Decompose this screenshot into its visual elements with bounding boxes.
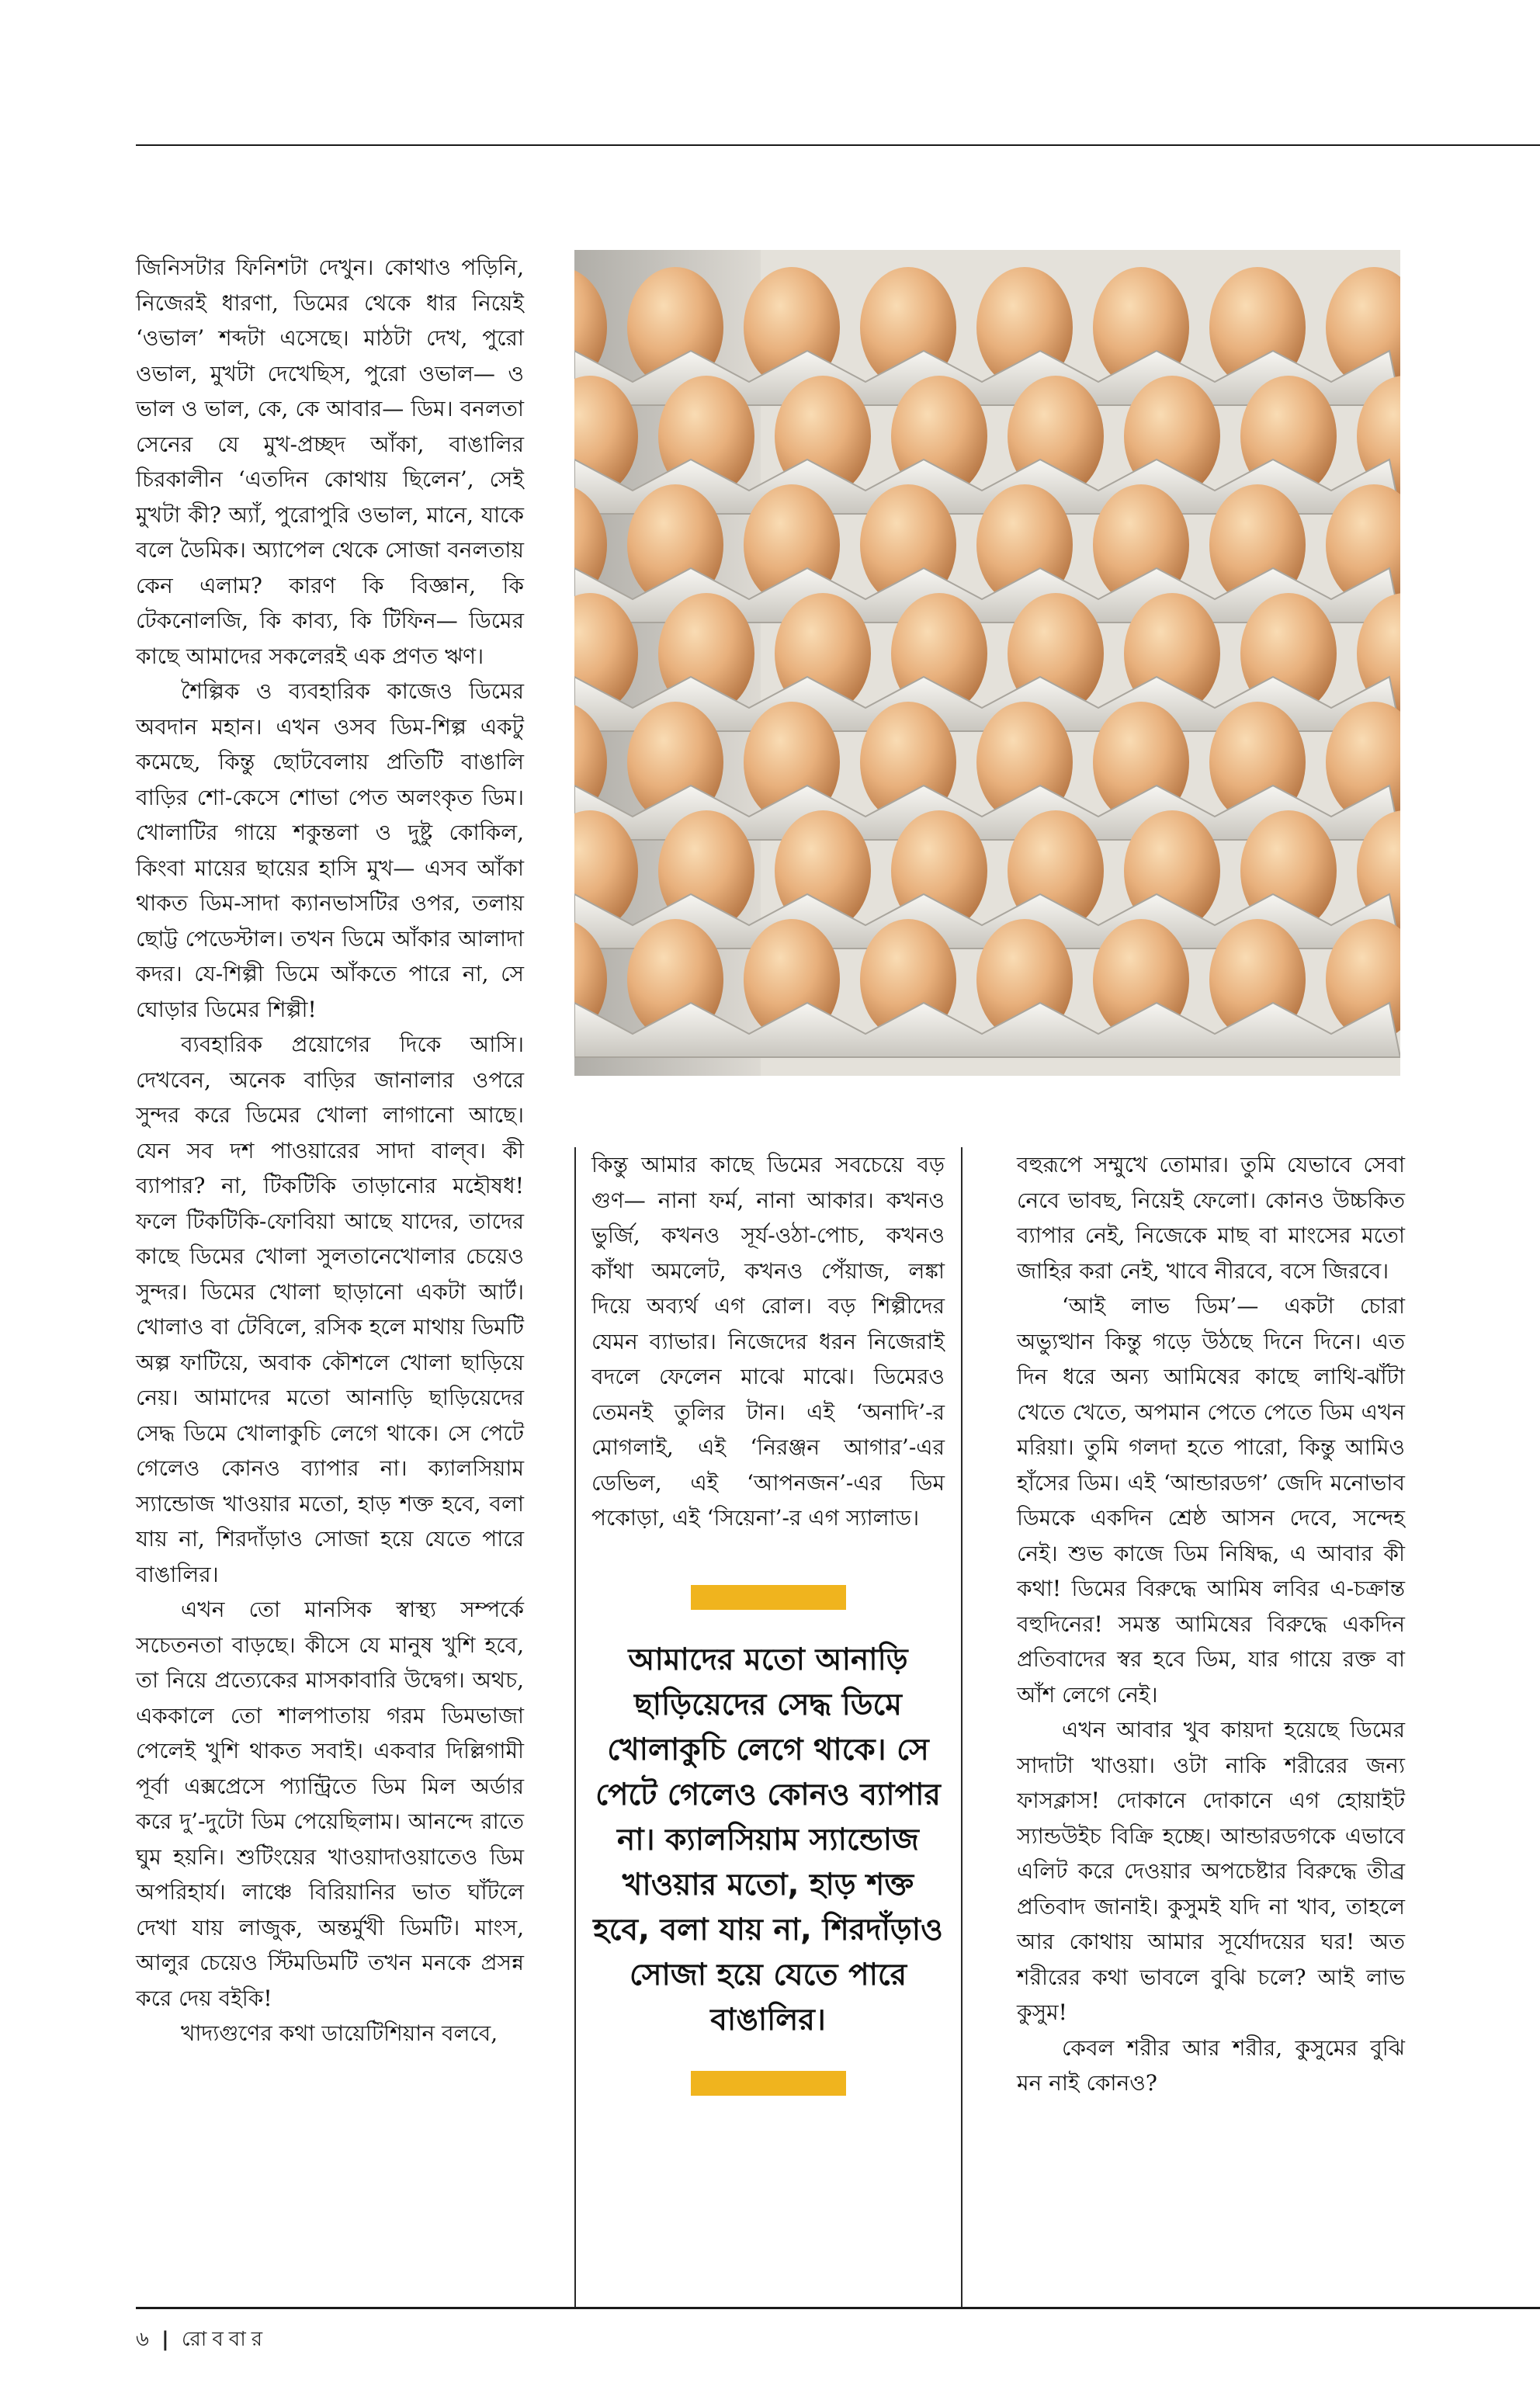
footer-separator: |: [161, 2328, 169, 2351]
page-number: ৬: [136, 2328, 149, 2351]
paragraph: বহুরূপে সম্মুখে তোমার। তুমি যেভাবে সেবা নেবে ভাবছ, নিয়েই ফেলো। কোনও উচ্চকিত ব্যাপার নেই, নিজেকে মাছ বা মাংসের মতো জাহির করা নেই, খাবে নীরবে, বসে জিরবে।: [1017, 1152, 1405, 1284]
paragraph: কেবল শরীর আর শরীর, কুসুমের বুঝি মন নাই কোনও?: [1017, 2034, 1405, 2096]
paragraph: শৈল্পিক ও ব্যবহারিক কাজেও ডিমের অবদান মহান। এখন ওসব ডিম-শিল্প একটু কমেছে, কিন্তু ছোটবেলায় প্রতিটি বাঙালি বাড়ির শো-কেসে শোভা পেত অলংকৃত ডিম। খোলাটির গায়ে শকুন্তলা ও দুষ্টু কোকিল, কিংবা মায়ের ছায়ের হাসি মুখ— এসব আঁকা থাকত ডিম-সাদা ক্যানভাসটির ওপর, তলায় ছোট্ট পেডেস্টাল। তখন ডিমে আঁকার আলাদা কদর। যে-শিল্পী ডিমে আঁকতে পারে না, সে ঘোড়ার ডিমের শিল্পী!: [136, 678, 524, 1022]
column-divider: [574, 1147, 576, 2307]
paragraph: কিন্তু আমার কাছে ডিমের সবচেয়ে বড় গুণ— নানা ফর্ম, নানা আকার। কখনও ভুর্জি, কখনও সূর্য-ওঠা-পোচ, কখনও কাঁথা অমলেট, কখনও পেঁয়াজ, লঙ্কা দিয়ে অব্যর্থ এগ রোল। বড় শিল্পীদের যেমন ব্যাভার। নিজেদের ধরন নিজেরাই বদলে ফেলেন মাঝে মাঝে। ডিমেরও তেমনই তুলির টান। এই ‘অনাদি’-র মোগলাই, এই ‘নিরঞ্জন আগার’-এর ডেভিল, এই ‘আপনজন’-এর ডিম পকোড়া, এই ‘সিয়েনা’-র এগ স্যালাড।: [591, 1152, 945, 1531]
column-divider: [961, 1147, 962, 2307]
paragraph: এখন আবার খুব কায়দা হয়েছে ডিমের সাদাটা খাওয়া। ওটা নাকি শরীরের জন্য ফাসক্লাস! দোকানে দোকানে এগ হোয়াইট স্যান্ডউইচ বিক্রি হচ্ছে। আন্ডারডগকে এভাবে এলিট করে দেওয়ার অপচেষ্টার বিরুদ্ধে তীব্র প্রতিবাদ জানাই। কুসুমই যদি না খাব, তাহলে আর কোথায় আমার সূর্যোদয়ের ঘর! অত শরীরের কথা ভাবলে বুঝি চলে? আই লাভ কুসুম!: [1017, 1717, 1405, 2025]
pull-quote-text: আমাদের মতো আনাড়ি ছাড়িয়েদের সেদ্ধ ডিমে খোলাকুচি লেগে থাকে। সে পেটে গেলেও কোনও ব্যাপার না। ক্যালসিয়াম স্যান্ডোজ খাওয়ার মতো, হাড় শক্ত হবে, বলা যায় না, শিরদাঁড়াও সোজা হয়ে যেতে পারে বাঙালির।: [593, 1642, 943, 2038]
article-column-1: [136, 250, 524, 2051]
pull-quote-bottom-bar: [691, 2071, 846, 2096]
article-column-3: [1017, 1147, 1405, 2101]
top-rule: [136, 144, 1540, 146]
egg-trays-illustration: [574, 250, 1400, 1076]
paragraph: এখন তো মানসিক স্বাস্থ্য সম্পর্কে সচেতনতা বাড়ছে। কীসে যে মানুষ খুশি হবে, তা নিয়ে প্রত্যেকের মাসকাবারি উদ্বেগ। অথচ, এককালে তো শালপাতায় গরম ডিমভাজা পেলেই খুশি থাকত সবাই। একবার দিল্লিগামী পূর্বা এক্সপ্রেসে প্যান্ট্রিতে ডিম মিল অর্ডার করে দু’-দুটো ডিম পেয়েছিলাম। আনন্দে রাতে ঘুম হয়নি। শুটিংয়ের খাওয়াদাওয়াতেও ডিম অপরিহার্য। লাঞ্চে বিরিয়ানির ভাত ঘাঁটলে দেখা যায় লাজুক, অন্তর্মুখী ডিমটি। মাংস, আলুর চেয়েও স্টিমডিমটি তখন মনকে প্রসন্ন করে দেয় বইকি!: [136, 1597, 524, 2011]
magazine-name: রোববার: [181, 2328, 269, 2351]
paragraph: ‘আই লাভ ডিম’— একটা চোরা অভ্যুত্থান কিন্তু গড়ে উঠছে দিনে দিনে। এত দিন ধরে অন্য আমিষের কাছে লাথি-ঝাঁটা খেতে খেতে, অপমান পেতে পেতে ডিম এখন মরিয়া। তুমি গলদা হতে পারো, কিন্তু আমিও হাঁসের ডিম। এই ‘আন্ডারডগ’ জেদি মনোভাব ডিমকে একদিন শ্রেষ্ঠ আসন দেবে, সন্দেহ নেই। শুভ কাজে ডিম নিষিদ্ধ, এ আবার কী কথা! ডিমের বিরুদ্ধে আমিষ লবির এ-চক্রান্ত বহুদিনের! সমস্ত আমিষের বিরুদ্ধে একদিন প্রতিবাদের স্বর হবে ডিম, যার গায়ে রক্ত বা আঁশ লেগে নেই।: [1017, 1293, 1405, 1708]
egg-trays-photo: [574, 250, 1400, 1076]
paragraph: ব্যবহারিক প্রয়োগের দিকে আসি। দেখবেন, অনেক বাড়ির জানালার ওপরে সুন্দর করে ডিমের খোলা লাগানো আছে। যেন সব দশ পাওয়ারের সাদা বাল্‌ব। কী ব্যাপার? না, টিকটিকি তাড়ানোর মহৌষধ! ফলে টিকটিকি-ফোবিয়া আছে যাদের, তাদের কাছে ডিমের খোলা সুলতানেখোলার চেয়েও সুন্দর। ডিমের খোলা ছাড়ানো একটা আর্ট। খোলাও বা টেবিলে, রসিক হলে মাথায় ডিমটি অল্প ফাটিয়ে, অবাক কৌশলে খোলা ছাড়িয়ে নেয়। আমাদের মতো আনাড়ি ছাড়িয়েদের সেদ্ধ ডিমে খোলাকুচি লেগে থাকে। সে পেটে গেলেও কোনও ব্যাপার না। ক্যালসিয়াম স্যান্ডোজ খাওয়ার মতো, হাড় শক্ত হবে, বলা যায় না, শিরদাঁড়াও সোজা হয়ে যেতে পারে বাঙালির।: [136, 1032, 524, 1587]
bottom-rule: [136, 2307, 1540, 2309]
page-footer: [136, 2323, 268, 2357]
pull-quote-top-bar: [691, 1585, 846, 1610]
article-column-2: [591, 1147, 945, 1536]
paragraph: খাদ্যগুণের কথা ডায়েটিশিয়ান বলবে,: [181, 2020, 498, 2046]
pull-quote: [591, 1585, 945, 2096]
paragraph: জিনিসটার ফিনিশটা দেখুন। কোথাও পড়িনি, নিজেরই ধারণা, ডিমের থেকে ধার নিয়েই ‘ওভাল’ শব্দটা এসেছে। মাঠটা দেখ, পুরো ওভাল, মুখটা দেখেছিস, পুরো ওভাল— ও ভাল ও ভাল, কে, কে আবার— ডিম। বনলতা সেনের যে মুখ-প্রচ্ছদ আঁকা, বাঙালির চিরকালীন ‘এতদিন কোথায় ছিলেন’, সেই মুখটা কী? অ্যাঁ, পুরোপুরি ওভাল, মানে, যাকে বলে ডৈমিক। অ্যাপেল থেকে সোজা বনলতায় কেন এলাম? কারণ কি বিজ্ঞান, কি টেকনোলজি, কি কাব্য, কি টিফিন— ডিমের কাছে আমাদের সকলেরই এক প্রণত ঋণ।: [136, 255, 524, 669]
